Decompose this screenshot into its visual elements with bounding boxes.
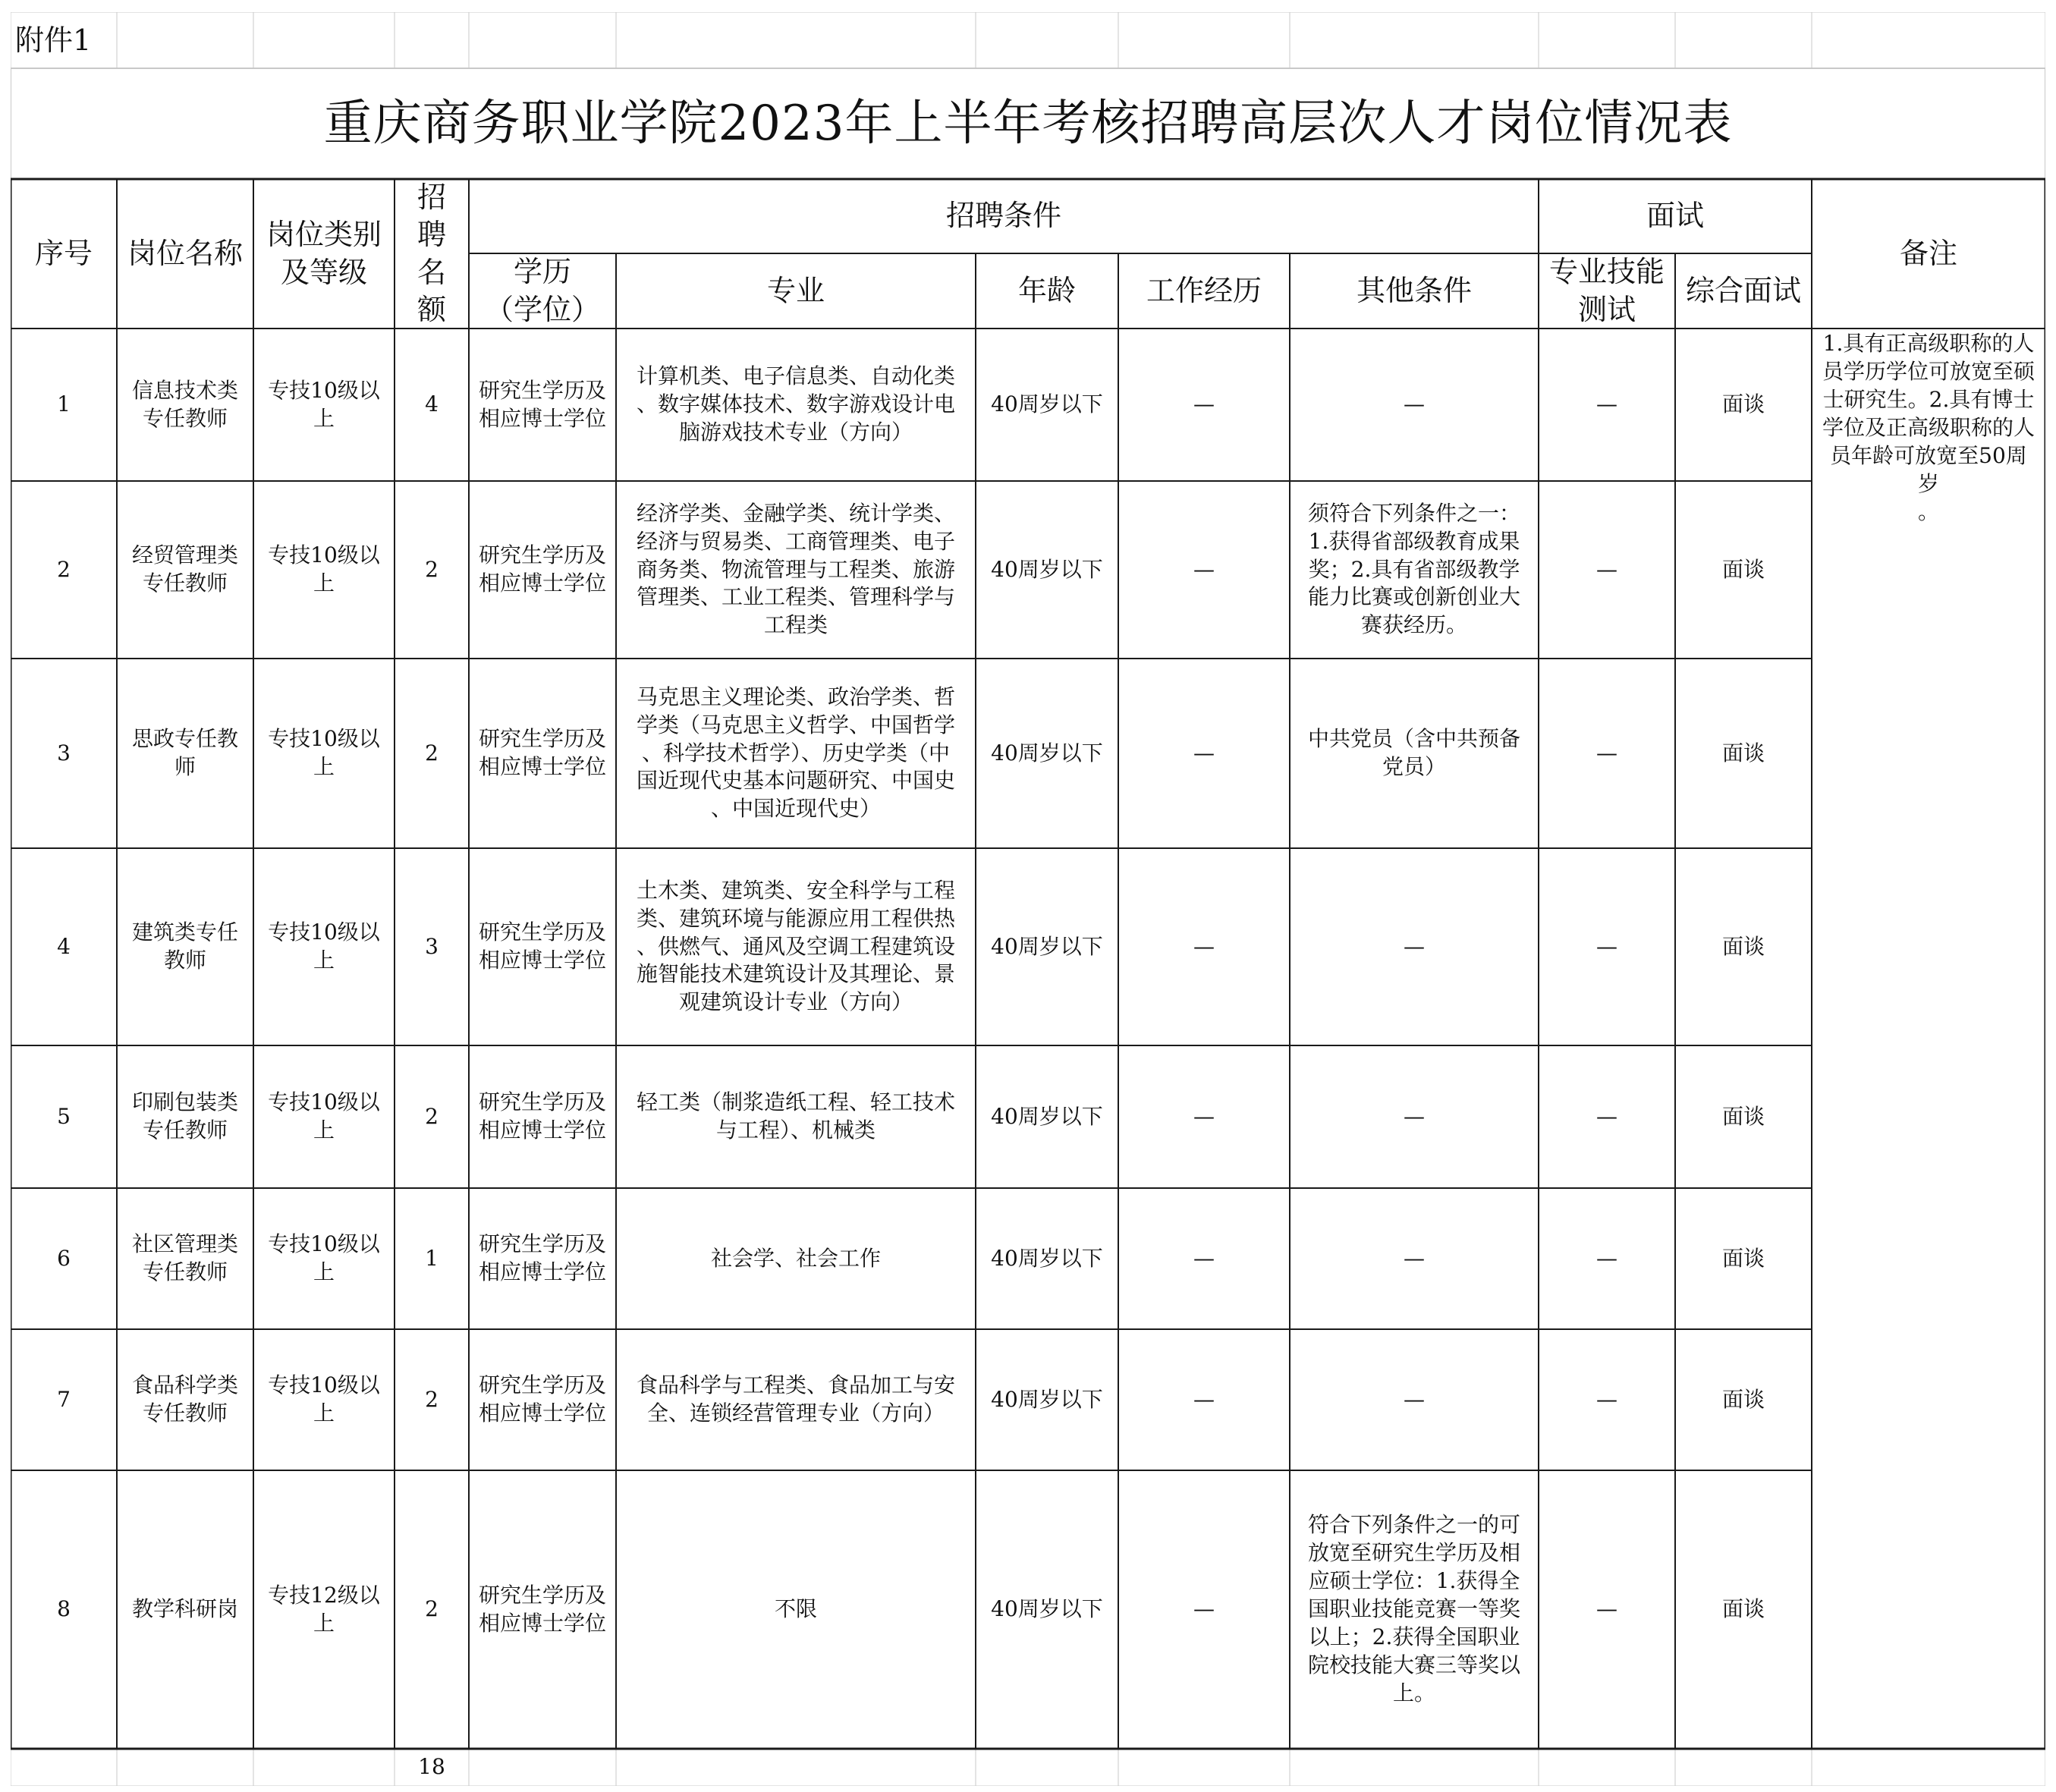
- header-conditions-text: 招聘条件: [945, 199, 1061, 233]
- cell-experience: [1118, 1045, 1290, 1188]
- cell-seq: [11, 481, 117, 659]
- cell-other-conditions-text: —: [1404, 1103, 1425, 1129]
- cell-education: [469, 1470, 616, 1749]
- cell-post-category: [253, 659, 395, 848]
- cell-quota-text: 2: [425, 1103, 439, 1129]
- cell-other-conditions-text: —: [1404, 1245, 1425, 1271]
- cell-post-name-text: 教学科研岗: [131, 1596, 238, 1622]
- total-quota: [395, 1749, 469, 1786]
- cell-post-category-text: 专技10级以 上: [268, 920, 380, 973]
- cell-other-conditions-text: 须符合下列条件之一： 1.获得省部级教育成果 奖；2.具有省部级教学 能力比赛或创新创业大 赛获经历。: [1307, 500, 1520, 638]
- cell-education-text: 研究生学历及 相应博士学位: [478, 1582, 606, 1636]
- cell-experience-text: —: [1193, 556, 1215, 582]
- cell-experience: [1118, 1188, 1290, 1329]
- cell-age: [976, 848, 1118, 1045]
- cell-seq: [11, 1045, 117, 1188]
- cell-general-interview-text: 面谈: [1721, 740, 1765, 766]
- cell-seq: [11, 1329, 117, 1470]
- cell-general-interview: [1675, 659, 1812, 848]
- header-interview-text: 面试: [1646, 199, 1704, 233]
- cell-post-name-text: 思政专任教 师: [131, 726, 238, 779]
- cell-seq: [11, 1188, 117, 1329]
- cell-age: [976, 329, 1118, 481]
- cell-other-conditions-text: —: [1404, 391, 1425, 417]
- header-quota-text: 招聘 名额: [417, 180, 446, 326]
- cell-experience-text: —: [1193, 391, 1215, 417]
- cell-other-conditions: [1290, 659, 1539, 848]
- cell-post-name-text: 社区管理类 专任教师: [131, 1231, 238, 1284]
- cell-general-interview-text: 面谈: [1721, 1596, 1765, 1622]
- header-education: [469, 253, 616, 329]
- cell-age-text: 40周岁以下: [991, 556, 1103, 582]
- cell-other-conditions-text: —: [1404, 1386, 1425, 1412]
- cell-education-text: 研究生学历及 相应博士学位: [478, 920, 606, 973]
- cell-education: [469, 1329, 616, 1470]
- cell-age-text: 40周岁以下: [991, 933, 1103, 959]
- cell-post-name: [117, 481, 253, 659]
- cell-skill-test-text: —: [1596, 1596, 1617, 1622]
- cell-education-text: 研究生学历及 相应博士学位: [478, 1089, 606, 1143]
- header-skill-test: [1539, 253, 1675, 329]
- cell-major-text: 计算机类、电子信息类、自动化类 、数字媒体技术、数字游戏设计电 脑游戏技术专业（方向）: [636, 363, 955, 445]
- cell-general-interview: [1675, 1470, 1812, 1749]
- header-post-name: [117, 179, 253, 329]
- cell-major: [616, 1329, 976, 1470]
- header-post-name-text: 岗位名称: [127, 236, 243, 270]
- header-experience: [1118, 253, 1290, 329]
- cell-quota: [395, 1329, 469, 1470]
- cell-skill-test: [1539, 659, 1675, 848]
- header-post-category: [253, 179, 395, 329]
- cell-general-interview-text: 面谈: [1721, 1103, 1765, 1129]
- cell-other-conditions: [1290, 1188, 1539, 1329]
- cell-post-name: [117, 1045, 253, 1188]
- cell-skill-test: [1539, 848, 1675, 1045]
- cell-skill-test-text: —: [1596, 1245, 1617, 1271]
- cell-seq-text: 8: [57, 1596, 71, 1622]
- cell-post-name-text: 信息技术类 专任教师: [131, 377, 238, 431]
- cell-major: [616, 1470, 976, 1749]
- cell-skill-test-text: —: [1596, 1103, 1617, 1129]
- cell-post-name: [117, 1470, 253, 1749]
- cell-quota: [395, 848, 469, 1045]
- cell-quota-text: 2: [425, 1596, 439, 1622]
- header-seq-text: 序号: [34, 236, 93, 270]
- page-title-text: 重庆商务职业学院2023年上半年考核招聘高层次人才岗位情况表: [323, 95, 1733, 152]
- cell-quota: [395, 1470, 469, 1749]
- cell-seq: [11, 329, 117, 481]
- cell-education-text: 研究生学历及 相应博士学位: [478, 1231, 606, 1284]
- header-post-category-text: 岗位类别 及等级: [266, 218, 382, 289]
- cell-education-text: 研究生学历及 相应博士学位: [478, 542, 606, 596]
- cell-post-name-text: 印刷包装类 专任教师: [131, 1089, 238, 1143]
- cell-post-category: [253, 1045, 395, 1188]
- cell-major: [616, 1188, 976, 1329]
- cell-quota-text: 4: [425, 391, 439, 417]
- cell-major: [616, 329, 976, 481]
- header-general-interview-text: 综合面试: [1685, 273, 1801, 307]
- cell-major-text: 土木类、建筑类、安全科学与工程 类、建筑环境与能源应用工程供热 、供燃气、通风及空调工程建筑设 施智能技术建筑设计及其理论、景 观建筑设计专业（方向）: [636, 877, 955, 1015]
- cell-other-conditions: [1290, 481, 1539, 659]
- cell-quota-text: 2: [425, 740, 439, 766]
- cell-general-interview-text: 面谈: [1721, 391, 1765, 417]
- cell-seq-text: 5: [57, 1103, 71, 1129]
- annex-label: [11, 12, 117, 68]
- cell-post-category-text: 专技10级以 上: [268, 1089, 380, 1143]
- cell-education: [469, 659, 616, 848]
- cell-quota: [395, 1188, 469, 1329]
- cell-skill-test: [1539, 329, 1675, 481]
- cell-experience-text: —: [1193, 1103, 1215, 1129]
- cell-major-text: 社会学、社会工作: [710, 1245, 881, 1271]
- cell-post-name-text: 建筑类专任 教师: [131, 920, 238, 973]
- cell-major-text: 马克思主义理论类、政治学类、哲 学类（马克思主义哲学、中国哲学 、科学技术哲学）、历史学类（中 国近现代史基本问题研究、中国史 、中国近现代史）: [636, 684, 955, 822]
- cell-age-text: 40周岁以下: [991, 1596, 1103, 1622]
- cell-post-name: [117, 1188, 253, 1329]
- cell-education: [469, 1045, 616, 1188]
- cell-experience-text: —: [1193, 1386, 1215, 1412]
- cell-skill-test-text: —: [1596, 740, 1617, 766]
- cell-experience-text: —: [1193, 1596, 1215, 1622]
- cell-other-conditions-text: 符合下列条件之一的可 放宽至研究生学历及相 应硕士学位：1.获得全 国职业技能竞赛一等奖 以上；2.获得全国职业 院校技能大赛三等奖以 上。: [1307, 1512, 1520, 1706]
- cell-education: [469, 848, 616, 1045]
- cell-major: [616, 848, 976, 1045]
- cell-general-interview: [1675, 329, 1812, 481]
- cell-general-interview-text: 面谈: [1721, 556, 1765, 582]
- cell-major-text: 经济学类、金融学类、统计学类、 经济与贸易类、工商管理类、电子 商务类、物流管理与工程类、旅游 管理类、工业工程类、管理科学与 工程类: [636, 500, 955, 638]
- cell-other-conditions: [1290, 848, 1539, 1045]
- cell-age-text: 40周岁以下: [991, 1386, 1103, 1412]
- remarks-text: 1.具有正高级职称的人 员学历学位可放宽至硕 士研究生。2.具有博士 学位及正高级职称的人 员年龄可放宽至50周岁 。: [1822, 331, 2035, 524]
- header-other: [1290, 253, 1539, 329]
- cell-education: [469, 481, 616, 659]
- cell-seq: [11, 848, 117, 1045]
- cell-age-text: 40周岁以下: [991, 1103, 1103, 1129]
- cell-post-category: [253, 481, 395, 659]
- cell-general-interview-text: 面谈: [1721, 1245, 1765, 1271]
- cell-seq-text: 6: [57, 1245, 71, 1271]
- cell-major-text: 不限: [774, 1596, 817, 1622]
- header-other-text: 其他条件: [1356, 273, 1472, 307]
- cell-major: [616, 481, 976, 659]
- header-general-interview: [1675, 253, 1812, 329]
- cell-skill-test: [1539, 481, 1675, 659]
- cell-quota-text: 3: [425, 933, 439, 959]
- cell-experience: [1118, 1329, 1290, 1470]
- cell-seq-text: 2: [57, 556, 71, 582]
- cell-post-name-text: 经贸管理类 专任教师: [131, 542, 238, 596]
- annex-label-text: 附件1: [15, 23, 92, 57]
- cell-post-category: [253, 848, 395, 1045]
- cell-age: [976, 481, 1118, 659]
- cell-experience: [1118, 659, 1290, 848]
- cell-major-text: 轻工类（制浆造纸工程、轻工技术 与工程）、机械类: [636, 1089, 955, 1143]
- cell-general-interview: [1675, 848, 1812, 1045]
- cell-general-interview: [1675, 481, 1812, 659]
- cell-skill-test: [1539, 1329, 1675, 1470]
- cell-quota: [395, 481, 469, 659]
- cell-seq-text: 7: [57, 1386, 71, 1412]
- header-age-text: 年龄: [1017, 273, 1076, 307]
- cell-quota-text: 2: [425, 556, 439, 582]
- cell-age: [976, 1188, 1118, 1329]
- cell-seq: [11, 659, 117, 848]
- cell-education-text: 研究生学历及 相应博士学位: [478, 726, 606, 779]
- header-interview: [1539, 179, 1812, 253]
- header-age: [976, 253, 1118, 329]
- cell-quota-text: 2: [425, 1386, 439, 1412]
- header-education-text: 学历 （学位）: [484, 255, 600, 326]
- cell-skill-test-text: —: [1596, 556, 1617, 582]
- cell-other-conditions: [1290, 329, 1539, 481]
- cell-experience-text: —: [1193, 1245, 1215, 1271]
- page-title: [11, 68, 2045, 179]
- cell-education: [469, 329, 616, 481]
- cell-age-text: 40周岁以下: [991, 391, 1103, 417]
- cell-experience: [1118, 848, 1290, 1045]
- cell-post-category-text: 专技12级以 上: [268, 1582, 380, 1636]
- cell-education: [469, 1188, 616, 1329]
- cell-seq-text: 4: [57, 933, 71, 959]
- cell-post-name: [117, 659, 253, 848]
- cell-post-name: [117, 1329, 253, 1470]
- header-major-text: 专业: [766, 273, 825, 307]
- remarks-cell: [1812, 329, 2045, 1749]
- cell-other-conditions: [1290, 1329, 1539, 1470]
- cell-education-text: 研究生学历及 相应博士学位: [478, 377, 606, 431]
- cell-education-text: 研究生学历及 相应博士学位: [478, 1372, 606, 1426]
- cell-experience: [1118, 481, 1290, 659]
- cell-other-conditions: [1290, 1470, 1539, 1749]
- header-remarks: [1812, 179, 2045, 329]
- cell-skill-test: [1539, 1188, 1675, 1329]
- header-skill-test-text: 专业技能 测试: [1548, 255, 1665, 326]
- cell-skill-test-text: —: [1596, 933, 1617, 959]
- cell-post-category: [253, 329, 395, 481]
- cell-seq: [11, 1470, 117, 1749]
- cell-experience: [1118, 1470, 1290, 1749]
- cell-general-interview: [1675, 1329, 1812, 1470]
- header-conditions: [469, 179, 1539, 253]
- cell-major: [616, 659, 976, 848]
- cell-quota-text: 1: [425, 1245, 439, 1271]
- cell-age: [976, 659, 1118, 848]
- cell-skill-test: [1539, 1470, 1675, 1749]
- cell-skill-test: [1539, 1045, 1675, 1188]
- header-experience-text: 工作经历: [1146, 273, 1262, 307]
- cell-post-category-text: 专技10级以 上: [268, 1372, 380, 1426]
- cell-post-category-text: 专技10级以 上: [268, 377, 380, 431]
- cell-other-conditions: [1290, 1045, 1539, 1188]
- cell-other-conditions-text: —: [1404, 933, 1425, 959]
- cell-major: [616, 1045, 976, 1188]
- cell-seq-text: 3: [57, 740, 71, 766]
- cell-post-name: [117, 848, 253, 1045]
- header-remarks-text: 备注: [1899, 236, 1957, 270]
- cell-post-category: [253, 1188, 395, 1329]
- cell-age-text: 40周岁以下: [991, 1245, 1103, 1271]
- cell-major-text: 食品科学与工程类、食品加工与安 全、连锁经营管理专业（方向）: [636, 1372, 955, 1426]
- cell-skill-test-text: —: [1596, 391, 1617, 417]
- cell-post-category-text: 专技10级以 上: [268, 1231, 380, 1284]
- header-major: [616, 253, 976, 329]
- cell-age: [976, 1329, 1118, 1470]
- header-quota: [395, 179, 469, 329]
- total-quota-text: 18: [418, 1754, 445, 1780]
- cell-experience: [1118, 329, 1290, 481]
- cell-age-text: 40周岁以下: [991, 740, 1103, 766]
- cell-post-category: [253, 1329, 395, 1470]
- cell-general-interview: [1675, 1188, 1812, 1329]
- cell-general-interview-text: 面谈: [1721, 933, 1765, 959]
- cell-experience-text: —: [1193, 740, 1215, 766]
- cell-skill-test-text: —: [1596, 1386, 1617, 1412]
- cell-seq-text: 1: [57, 391, 71, 417]
- cell-post-name-text: 食品科学类 专任教师: [131, 1372, 238, 1426]
- cell-quota: [395, 1045, 469, 1188]
- cell-post-category-text: 专技10级以 上: [268, 542, 380, 596]
- cell-age: [976, 1470, 1118, 1749]
- cell-post-category-text: 专技10级以 上: [268, 726, 380, 779]
- recruitment-table-sheet: [11, 12, 2045, 1786]
- cell-quota: [395, 659, 469, 848]
- cell-general-interview-text: 面谈: [1721, 1386, 1765, 1412]
- cell-other-conditions-text: 中共党员（含中共预备 党员）: [1307, 726, 1520, 779]
- cell-age: [976, 1045, 1118, 1188]
- cell-quota: [395, 329, 469, 481]
- cell-post-name: [117, 329, 253, 481]
- cell-experience-text: —: [1193, 933, 1215, 959]
- cell-general-interview: [1675, 1045, 1812, 1188]
- cell-post-category: [253, 1470, 395, 1749]
- header-seq: [11, 179, 117, 329]
